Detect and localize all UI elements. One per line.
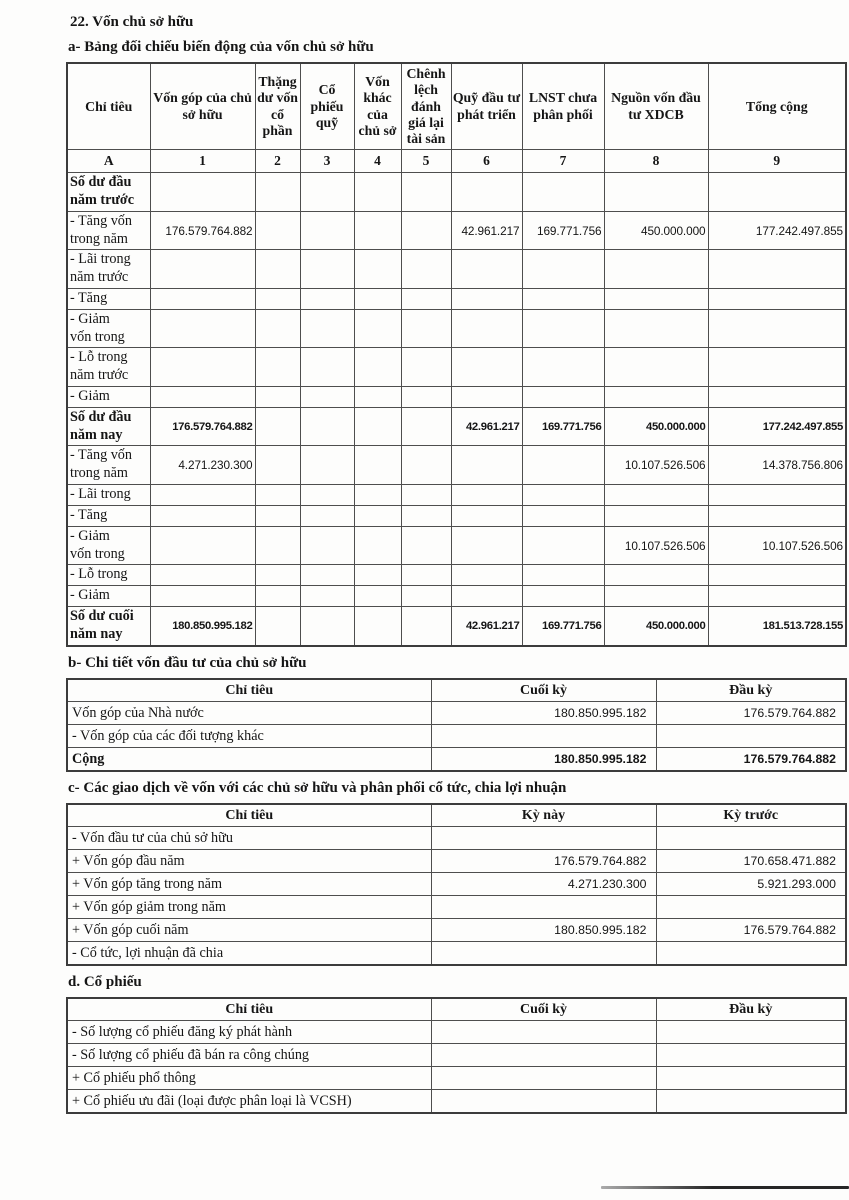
cell-nguon-von-xdcb: 450.000.000 bbox=[604, 211, 708, 250]
header-row bbox=[67, 998, 846, 1021]
cell-nguon-von-xdcb bbox=[604, 565, 708, 586]
cell-von-khac bbox=[354, 484, 401, 505]
cell-co-phieu-quy bbox=[300, 288, 354, 309]
row-label: + Vốn góp giảm trong năm bbox=[67, 896, 431, 919]
cell-ky-nay: 4.271.230.300 bbox=[431, 873, 656, 896]
table-b-row bbox=[67, 725, 846, 748]
cell-quy-dau-tu bbox=[451, 565, 522, 586]
index-3: 3 bbox=[300, 150, 354, 173]
cell-cuoi-ky: 180.850.995.182 bbox=[431, 748, 656, 771]
row-label: + Cổ phiếu ưu đãi (loại được phân loại là VCSH) bbox=[67, 1090, 431, 1113]
cell-von-gop: 180.850.995.182 bbox=[150, 607, 255, 646]
header-row bbox=[67, 679, 846, 702]
section-b-title: b- Chi tiết vốn đầu tư của chủ sở hữu bbox=[68, 654, 307, 671]
cell-nguon-von-xdcb: 450.000.000 bbox=[604, 407, 708, 446]
cell-co-phieu-quy bbox=[300, 526, 354, 565]
table-b-body bbox=[67, 702, 846, 771]
cell-nguon-von-xdcb bbox=[604, 484, 708, 505]
row-label: Số dư cuối năm nay bbox=[67, 607, 150, 646]
cell-lnst bbox=[522, 565, 604, 586]
cell-von-khac bbox=[354, 386, 401, 407]
cell-ky-nay bbox=[431, 896, 656, 919]
shares-table bbox=[66, 997, 847, 1114]
cell-von-khac bbox=[354, 173, 401, 212]
table-b-row bbox=[67, 702, 846, 725]
cell-chenh-lech bbox=[401, 607, 451, 646]
table-b-head bbox=[67, 679, 846, 702]
cell-tong-cong: 181.513.728.155 bbox=[708, 607, 846, 646]
cell-von-gop bbox=[150, 586, 255, 607]
header-chi-tieu: Chỉ tiêu bbox=[67, 679, 431, 702]
row-label: - Lỗ trong năm trước bbox=[67, 348, 150, 387]
cell-tong-cong bbox=[708, 348, 846, 387]
row-label: Số dư đầu năm trước bbox=[67, 173, 150, 212]
cell-tong-cong bbox=[708, 250, 846, 289]
header-chenh-lech-danh-gia: Chênh lệch đánh giá lại tài sản bbox=[401, 63, 451, 150]
cell-ky-truoc bbox=[656, 942, 846, 965]
equity-table-row bbox=[67, 505, 846, 526]
cell-thang-du bbox=[255, 173, 300, 212]
cell-quy-dau-tu bbox=[451, 505, 522, 526]
table-c-row bbox=[67, 873, 846, 896]
table-c-row bbox=[67, 850, 846, 873]
row-label: - Tăng vốn trong năm bbox=[67, 446, 150, 485]
row-label: - Vốn góp của các đối tượng khác bbox=[67, 725, 431, 748]
cell-cuoi-ky bbox=[431, 1067, 656, 1090]
table-d-head bbox=[67, 998, 846, 1021]
cell-co-phieu-quy bbox=[300, 211, 354, 250]
cell-chenh-lech bbox=[401, 348, 451, 387]
header-thang-du-von-co-phan: Thặng dư vốn cổ phần bbox=[255, 63, 300, 150]
equity-table-row bbox=[67, 309, 846, 348]
cell-thang-du bbox=[255, 586, 300, 607]
cell-nguon-von-xdcb bbox=[604, 250, 708, 289]
cell-thang-du bbox=[255, 309, 300, 348]
cell-chenh-lech bbox=[401, 386, 451, 407]
index-2: 2 bbox=[255, 150, 300, 173]
equity-table-row bbox=[67, 586, 846, 607]
index-a: A bbox=[67, 150, 150, 173]
cell-von-khac bbox=[354, 309, 401, 348]
cell-thang-du bbox=[255, 211, 300, 250]
cell-quy-dau-tu bbox=[451, 446, 522, 485]
cell-thang-du bbox=[255, 505, 300, 526]
header-nguon-von-xdcb: Nguồn vốn đầu tư XDCB bbox=[604, 63, 708, 150]
cell-chenh-lech bbox=[401, 565, 451, 586]
index-5: 5 bbox=[401, 150, 451, 173]
cell-co-phieu-quy bbox=[300, 386, 354, 407]
note-heading: 22. Vốn chủ sở hữu bbox=[70, 14, 194, 30]
cell-von-gop bbox=[150, 288, 255, 309]
cell-von-gop bbox=[150, 565, 255, 586]
row-label: - Tăng bbox=[67, 505, 150, 526]
cell-lnst bbox=[522, 526, 604, 565]
cell-tong-cong: 177.242.497.855 bbox=[708, 407, 846, 446]
cell-dau-ky bbox=[656, 725, 846, 748]
row-label: - Giảm vốn trong bbox=[67, 526, 150, 565]
cell-lnst bbox=[522, 173, 604, 212]
cell-chenh-lech bbox=[401, 407, 451, 446]
cell-nguon-von-xdcb: 450.000.000 bbox=[604, 607, 708, 646]
equity-table-row bbox=[67, 288, 846, 309]
cell-thang-du bbox=[255, 565, 300, 586]
cell-nguon-von-xdcb: 10.107.526.506 bbox=[604, 446, 708, 485]
row-label: - Số lượng cổ phiếu đăng ký phát hành bbox=[67, 1021, 431, 1044]
cell-quy-dau-tu bbox=[451, 386, 522, 407]
cell-von-gop bbox=[150, 348, 255, 387]
section-c-title: c- Các giao dịch về vốn với các chủ sở hữu và phân phối cổ tức, chia lợi nhuận bbox=[68, 779, 567, 796]
row-label: - Số lượng cổ phiếu đã bán ra công chúng bbox=[67, 1044, 431, 1067]
cell-co-phieu-quy bbox=[300, 309, 354, 348]
equity-table-row bbox=[67, 173, 846, 212]
header-chi-tieu: Chỉ tiêu bbox=[67, 63, 150, 150]
cell-nguon-von-xdcb bbox=[604, 586, 708, 607]
row-label: - Lãi trong năm trước bbox=[67, 250, 150, 289]
cell-von-khac bbox=[354, 250, 401, 289]
cell-tong-cong bbox=[708, 484, 846, 505]
cell-tong-cong bbox=[708, 288, 846, 309]
cell-ky-nay: 176.579.764.882 bbox=[431, 850, 656, 873]
equity-table-row bbox=[67, 607, 846, 646]
index-9: 9 bbox=[708, 150, 846, 173]
cell-tong-cong bbox=[708, 586, 846, 607]
cell-ky-nay bbox=[431, 942, 656, 965]
cell-thang-du bbox=[255, 446, 300, 485]
cell-dau-ky: 176.579.764.882 bbox=[656, 702, 846, 725]
cell-lnst bbox=[522, 446, 604, 485]
cell-cuoi-ky bbox=[431, 1044, 656, 1067]
cell-von-gop: 4.271.230.300 bbox=[150, 446, 255, 485]
index-4: 4 bbox=[354, 150, 401, 173]
header-von-gop-chu-so-huu: Vốn góp của chủ sở hữu bbox=[150, 63, 255, 150]
equity-table-row bbox=[67, 565, 846, 586]
table-c-row bbox=[67, 827, 846, 850]
document-content bbox=[66, 14, 846, 1114]
cell-tong-cong bbox=[708, 309, 846, 348]
cell-ky-truoc bbox=[656, 896, 846, 919]
index-8: 8 bbox=[604, 150, 708, 173]
header-dau-ky: Đầu kỳ bbox=[656, 679, 846, 702]
cell-co-phieu-quy bbox=[300, 250, 354, 289]
cell-thang-du bbox=[255, 407, 300, 446]
cell-co-phieu-quy bbox=[300, 484, 354, 505]
cell-nguon-von-xdcb bbox=[604, 348, 708, 387]
cell-lnst: 169.771.756 bbox=[522, 407, 604, 446]
table-d-row bbox=[67, 1067, 846, 1090]
cell-cuoi-ky: 180.850.995.182 bbox=[431, 702, 656, 725]
row-label: + Cổ phiếu phổ thông bbox=[67, 1067, 431, 1090]
cell-chenh-lech bbox=[401, 309, 451, 348]
equity-table-row bbox=[67, 250, 846, 289]
row-label: Số dư đầu năm nay bbox=[67, 407, 150, 446]
row-label: Vốn góp của Nhà nước bbox=[67, 702, 431, 725]
cell-co-phieu-quy bbox=[300, 565, 354, 586]
cell-nguon-von-xdcb bbox=[604, 505, 708, 526]
row-label: - Lỗ trong bbox=[67, 565, 150, 586]
cell-von-gop bbox=[150, 484, 255, 505]
index-7: 7 bbox=[522, 150, 604, 173]
cell-co-phieu-quy bbox=[300, 407, 354, 446]
cell-von-gop bbox=[150, 173, 255, 212]
header-lnst-chua-phan-phoi: LNST chưa phân phối bbox=[522, 63, 604, 150]
index-1: 1 bbox=[150, 150, 255, 173]
cell-cuoi-ky bbox=[431, 725, 656, 748]
table-c-row bbox=[67, 896, 846, 919]
row-label: - Tăng bbox=[67, 288, 150, 309]
row-label: - Tăng vốn trong năm bbox=[67, 211, 150, 250]
row-label: + Vốn góp đầu năm bbox=[67, 850, 431, 873]
row-label: - Giảm bbox=[67, 586, 150, 607]
table-b-row bbox=[67, 748, 846, 771]
cell-chenh-lech bbox=[401, 446, 451, 485]
cell-co-phieu-quy bbox=[300, 446, 354, 485]
cell-tong-cong bbox=[708, 505, 846, 526]
cell-von-gop bbox=[150, 386, 255, 407]
cell-chenh-lech bbox=[401, 484, 451, 505]
cell-von-gop bbox=[150, 250, 255, 289]
cell-quy-dau-tu bbox=[451, 173, 522, 212]
row-label: - Lãi trong bbox=[67, 484, 150, 505]
cell-von-khac bbox=[354, 211, 401, 250]
cell-ky-nay: 180.850.995.182 bbox=[431, 919, 656, 942]
cell-cuoi-ky bbox=[431, 1021, 656, 1044]
cell-chenh-lech bbox=[401, 586, 451, 607]
cell-von-gop bbox=[150, 309, 255, 348]
row-label: - Vốn đầu tư của chủ sở hữu bbox=[67, 827, 431, 850]
cell-von-khac bbox=[354, 586, 401, 607]
cell-lnst bbox=[522, 309, 604, 348]
cell-quy-dau-tu bbox=[451, 288, 522, 309]
cell-co-phieu-quy bbox=[300, 348, 354, 387]
owner-capital-detail-table bbox=[66, 678, 847, 772]
cell-chenh-lech bbox=[401, 211, 451, 250]
header-ky-truoc: Kỳ trước bbox=[656, 804, 846, 827]
section-d-title: d. Cổ phiếu bbox=[68, 973, 142, 990]
cell-co-phieu-quy bbox=[300, 173, 354, 212]
header-row bbox=[67, 804, 846, 827]
equity-movement-table bbox=[66, 62, 847, 647]
equity-table-row bbox=[67, 484, 846, 505]
table-c-row bbox=[67, 942, 846, 965]
cell-lnst bbox=[522, 288, 604, 309]
cell-quy-dau-tu bbox=[451, 348, 522, 387]
cell-nguon-von-xdcb: 10.107.526.506 bbox=[604, 526, 708, 565]
cell-chenh-lech bbox=[401, 250, 451, 289]
header-chi-tieu: Chỉ tiêu bbox=[67, 998, 431, 1021]
cell-quy-dau-tu bbox=[451, 309, 522, 348]
cell-dau-ky bbox=[656, 1090, 846, 1113]
cell-dau-ky: 176.579.764.882 bbox=[656, 748, 846, 771]
index-6: 6 bbox=[451, 150, 522, 173]
header-von-khac: Vốn khác của chủ sở bbox=[354, 63, 401, 150]
cell-nguon-von-xdcb bbox=[604, 288, 708, 309]
equity-table-body bbox=[67, 173, 846, 646]
cell-thang-du bbox=[255, 288, 300, 309]
header-row bbox=[67, 63, 846, 150]
cell-quy-dau-tu: 42.961.217 bbox=[451, 607, 522, 646]
cell-ky-truoc: 170.658.471.882 bbox=[656, 850, 846, 873]
cell-dau-ky bbox=[656, 1021, 846, 1044]
equity-table-row bbox=[67, 386, 846, 407]
cell-quy-dau-tu: 42.961.217 bbox=[451, 407, 522, 446]
cell-thang-du bbox=[255, 348, 300, 387]
cell-cuoi-ky bbox=[431, 1090, 656, 1113]
table-d-body bbox=[67, 1021, 846, 1113]
cell-nguon-von-xdcb bbox=[604, 173, 708, 212]
cell-von-khac bbox=[354, 565, 401, 586]
cell-quy-dau-tu bbox=[451, 526, 522, 565]
cell-von-khac bbox=[354, 526, 401, 565]
cell-chenh-lech bbox=[401, 288, 451, 309]
cell-lnst bbox=[522, 484, 604, 505]
cell-von-gop bbox=[150, 505, 255, 526]
equity-table-row bbox=[67, 526, 846, 565]
cell-von-gop: 176.579.764.882 bbox=[150, 407, 255, 446]
cell-tong-cong bbox=[708, 565, 846, 586]
header-co-phieu-quy: Cổ phiếu quỹ bbox=[300, 63, 354, 150]
cell-nguon-von-xdcb bbox=[604, 386, 708, 407]
cell-lnst bbox=[522, 386, 604, 407]
header-ky-nay: Kỳ này bbox=[431, 804, 656, 827]
cell-dau-ky bbox=[656, 1067, 846, 1090]
cell-tong-cong bbox=[708, 386, 846, 407]
table-d-row bbox=[67, 1021, 846, 1044]
cell-chenh-lech bbox=[401, 526, 451, 565]
cell-ky-truoc: 5.921.293.000 bbox=[656, 873, 846, 896]
cell-von-khac bbox=[354, 607, 401, 646]
cell-tong-cong bbox=[708, 173, 846, 212]
cell-chenh-lech bbox=[401, 505, 451, 526]
cell-lnst bbox=[522, 505, 604, 526]
equity-table-row bbox=[67, 407, 846, 446]
cell-quy-dau-tu bbox=[451, 586, 522, 607]
header-chi-tieu: Chỉ tiêu bbox=[67, 804, 431, 827]
table-c-body bbox=[67, 827, 846, 965]
cell-tong-cong: 14.378.756.806 bbox=[708, 446, 846, 485]
cell-thang-du bbox=[255, 484, 300, 505]
table-c-row bbox=[67, 919, 846, 942]
cell-ky-nay bbox=[431, 827, 656, 850]
header-cuoi-ky: Cuối kỳ bbox=[431, 998, 656, 1021]
cell-von-gop bbox=[150, 526, 255, 565]
cell-quy-dau-tu: 42.961.217 bbox=[451, 211, 522, 250]
header-quy-dau-tu-phat-trien: Quỹ đầu tư phát triển bbox=[451, 63, 522, 150]
cell-von-khac bbox=[354, 505, 401, 526]
cell-ky-truoc bbox=[656, 827, 846, 850]
cell-co-phieu-quy bbox=[300, 505, 354, 526]
equity-table-head bbox=[67, 63, 846, 173]
cell-ky-truoc: 176.579.764.882 bbox=[656, 919, 846, 942]
cell-quy-dau-tu bbox=[451, 484, 522, 505]
cell-co-phieu-quy bbox=[300, 586, 354, 607]
cell-lnst bbox=[522, 586, 604, 607]
table-d-row bbox=[67, 1090, 846, 1113]
cell-von-gop: 176.579.764.882 bbox=[150, 211, 255, 250]
scan-line-artifact bbox=[601, 1186, 849, 1189]
cell-von-khac bbox=[354, 446, 401, 485]
cell-von-khac bbox=[354, 348, 401, 387]
cell-thang-du bbox=[255, 386, 300, 407]
row-label: Cộng bbox=[67, 748, 431, 771]
cell-lnst bbox=[522, 250, 604, 289]
cell-dau-ky bbox=[656, 1044, 846, 1067]
cell-quy-dau-tu bbox=[451, 250, 522, 289]
cell-nguon-von-xdcb bbox=[604, 309, 708, 348]
cell-chenh-lech bbox=[401, 173, 451, 212]
cell-thang-du bbox=[255, 526, 300, 565]
header-tong-cong: Tổng cộng bbox=[708, 63, 846, 150]
capital-transactions-table bbox=[66, 803, 847, 966]
row-label: + Vốn góp tăng trong năm bbox=[67, 873, 431, 896]
equity-table-row bbox=[67, 446, 846, 485]
cell-co-phieu-quy bbox=[300, 607, 354, 646]
row-label: - Giảm bbox=[67, 386, 150, 407]
cell-lnst: 169.771.756 bbox=[522, 607, 604, 646]
cell-lnst bbox=[522, 348, 604, 387]
row-label: - Cổ tức, lợi nhuận đã chia bbox=[67, 942, 431, 965]
cell-tong-cong: 10.107.526.506 bbox=[708, 526, 846, 565]
row-label: + Vốn góp cuối năm bbox=[67, 919, 431, 942]
header-cuoi-ky: Cuối kỳ bbox=[431, 679, 656, 702]
cell-lnst: 169.771.756 bbox=[522, 211, 604, 250]
equity-table-row bbox=[67, 348, 846, 387]
header-dau-ky: Đầu kỳ bbox=[656, 998, 846, 1021]
cell-tong-cong: 177.242.497.855 bbox=[708, 211, 846, 250]
equity-table-row bbox=[67, 211, 846, 250]
cell-von-khac bbox=[354, 407, 401, 446]
cell-thang-du bbox=[255, 250, 300, 289]
section-a-title: a- Bảng đối chiếu biến động của vốn chủ sở hữu bbox=[68, 39, 374, 55]
table-d-row bbox=[67, 1044, 846, 1067]
row-label: - Giảm vốn trong bbox=[67, 309, 150, 348]
cell-von-khac bbox=[354, 288, 401, 309]
table-c-head bbox=[67, 804, 846, 827]
cell-thang-du bbox=[255, 607, 300, 646]
column-index-row bbox=[67, 150, 846, 173]
